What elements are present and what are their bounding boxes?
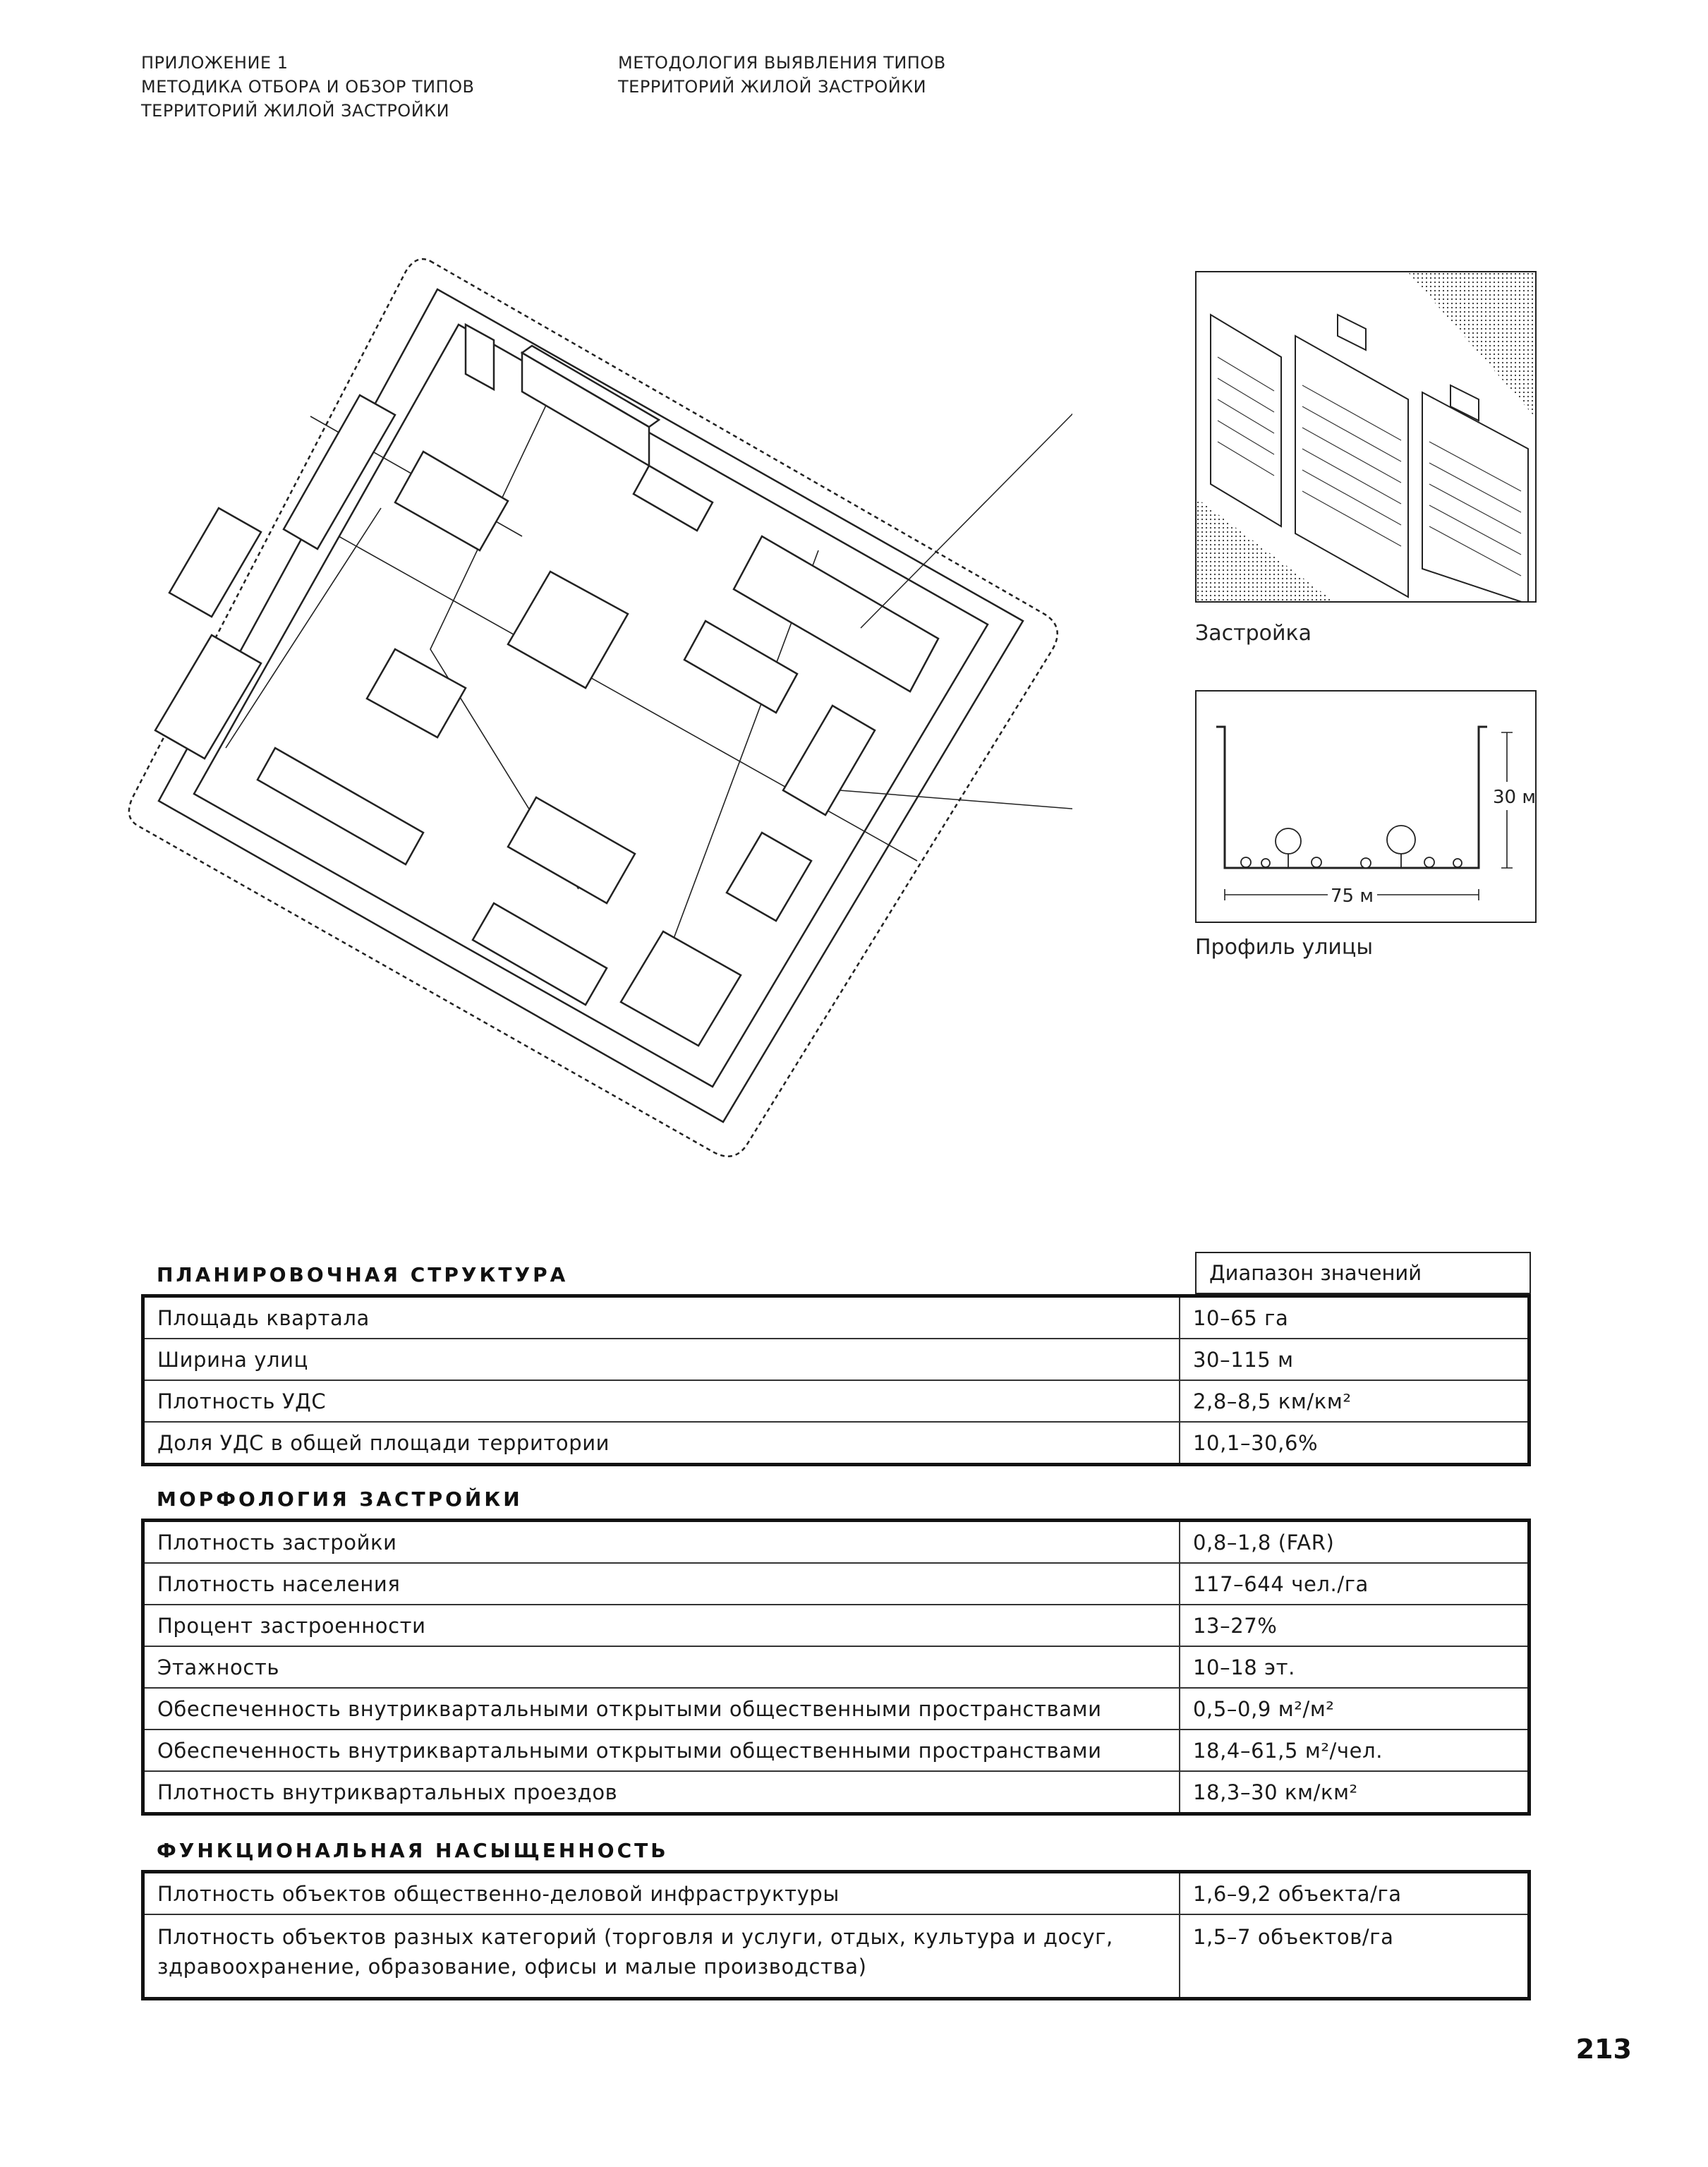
table-row	[143, 1872, 1530, 1915]
profile-section	[1216, 727, 1487, 868]
parameter-value: 18,3–30 км/км²	[1180, 1771, 1530, 1814]
shrub-icon	[1453, 859, 1462, 867]
shrub-icon	[1241, 857, 1251, 867]
building-block	[634, 466, 713, 531]
building-caption: Застройка	[1195, 621, 1312, 646]
table-row	[143, 1730, 1530, 1771]
building-block	[367, 649, 466, 737]
header-left-line: ТЕРРИТОРИЙ ЖИЛОЙ ЗАСТРОЙКИ	[141, 101, 450, 121]
parameter-value: 10–65 га	[1180, 1296, 1530, 1339]
building-block	[466, 325, 494, 390]
parameter-value: 18,4–61,5 м²/чел.	[1180, 1730, 1530, 1771]
parameter-label: Плотность застройки	[143, 1521, 1180, 1564]
building-block	[621, 931, 741, 1046]
table-row	[143, 1771, 1530, 1814]
parameter-label: Площадь квартала	[143, 1296, 1180, 1339]
parameter-value: 0,5–0,9 м²/м²	[1180, 1688, 1530, 1730]
parameter-value: 0,8–1,8 (FAR)	[1180, 1521, 1530, 1564]
planning-structure-table	[141, 1294, 1531, 1466]
page-number: 213	[1575, 2034, 1632, 2065]
section-title-morphology: МОРФОЛОГИЯ ЗАСТРОЙКИ	[157, 1487, 523, 1511]
building-block	[508, 797, 635, 903]
building-facade	[1295, 336, 1408, 597]
building-facade	[1211, 315, 1281, 526]
building-block	[783, 706, 875, 815]
parameter-label: Плотность внутриквартальных проездов	[143, 1771, 1180, 1814]
table-row	[143, 1563, 1530, 1605]
building-block	[155, 635, 261, 759]
parameter-value: 117–644 чел./га	[1180, 1563, 1530, 1605]
parameter-value: 1,6–9,2 объекта/га	[1180, 1872, 1530, 1915]
parameter-label-line: Плотность объектов разных категорий (торговля и услуги, отдых, культура и досуг,	[157, 1925, 1113, 1949]
building-block	[727, 833, 811, 921]
parameter-label: Обеспеченность внутриквартальными открытыми общественными пространствами	[143, 1688, 1180, 1730]
parameter-label: Процент застроенности	[143, 1605, 1180, 1646]
header-right-line: МЕТОДОЛОГИЯ ВЫЯВЛЕНИЯ ТИПОВ	[618, 53, 946, 73]
tree-icon	[1276, 828, 1301, 854]
parameter-label: Плотность объектов общественно-деловой инфраструктуры	[143, 1872, 1180, 1915]
building-block	[395, 452, 508, 550]
parameter-value: 30–115 м	[1180, 1339, 1530, 1380]
functional-saturation-table	[141, 1870, 1531, 2000]
building-block	[508, 572, 628, 688]
axonometric-block-plan	[127, 254, 1072, 1164]
building-block	[169, 508, 261, 617]
parameter-label: Плотность УДС	[143, 1380, 1180, 1422]
header-left-line: МЕТОДИКА ОТБОРА И ОБЗОР ТИПОВ	[141, 77, 475, 97]
parameter-value: 2,8–8,5 км/км²	[1180, 1380, 1530, 1422]
tree-icon	[1387, 826, 1415, 854]
parameter-value: 13–27%	[1180, 1605, 1530, 1646]
parameter-label: Этажность	[143, 1646, 1180, 1688]
table-row	[143, 1914, 1530, 1999]
building-detail-inset	[1195, 271, 1537, 603]
running-header-left	[141, 51, 474, 123]
parameter-value: 10–18 эт.	[1180, 1646, 1530, 1688]
table-row	[143, 1521, 1530, 1564]
shrub-icon	[1424, 857, 1434, 867]
table-row	[143, 1646, 1530, 1688]
section-title-functional: ФУНКЦИОНАЛЬНАЯ НАСЫЩЕННОСТЬ	[157, 1839, 669, 1862]
street-profile-caption: Профиль улицы	[1195, 935, 1374, 960]
shrub-icon	[1261, 859, 1270, 867]
range-column-header: Диапазон значений	[1195, 1252, 1531, 1294]
building-block	[284, 395, 395, 549]
building-block	[258, 748, 423, 864]
street-profile-inset	[1195, 690, 1537, 923]
profile-width-label: 75 м	[1331, 886, 1374, 907]
parameter-label-line: здравоохранение, образование, офисы и малые производства)	[157, 1955, 867, 1979]
parameter-label: Ширина улиц	[143, 1339, 1180, 1380]
roof-block	[1338, 315, 1366, 350]
table-row	[143, 1688, 1530, 1730]
parameter-value: 10,1–30,6%	[1180, 1422, 1530, 1465]
table-row	[143, 1380, 1530, 1422]
building-facade-drawing	[1197, 272, 1537, 603]
profile-height-label: 30 м	[1493, 787, 1535, 808]
parameter-label: Обеспеченность внутриквартальными открытыми общественными пространствами	[143, 1730, 1180, 1771]
morphology-table	[141, 1519, 1531, 1816]
table-row	[143, 1296, 1530, 1339]
street-profile-drawing	[1197, 692, 1535, 922]
running-header-right	[618, 51, 946, 99]
table-row	[143, 1339, 1530, 1380]
section-title-planning: ПЛАНИРОВОЧНАЯ СТРУКТУРА	[157, 1263, 569, 1286]
shrub-icon	[1312, 857, 1321, 867]
building-block	[684, 621, 797, 713]
table-row	[143, 1422, 1530, 1465]
parameter-label: Доля УДС в общей площади территории	[143, 1422, 1180, 1465]
header-left-line: ПРИЛОЖЕНИЕ 1	[141, 53, 289, 73]
shrub-icon	[1361, 858, 1371, 868]
parameter-label	[143, 1914, 1180, 1999]
header-right-line: ТЕРРИТОРИЙ ЖИЛОЙ ЗАСТРОЙКИ	[618, 77, 927, 97]
parameter-value: 1,5–7 объектов/га	[1180, 1914, 1530, 1999]
leader-line	[861, 289, 1072, 628]
parameter-label: Плотность населения	[143, 1563, 1180, 1605]
table-row	[143, 1605, 1530, 1646]
